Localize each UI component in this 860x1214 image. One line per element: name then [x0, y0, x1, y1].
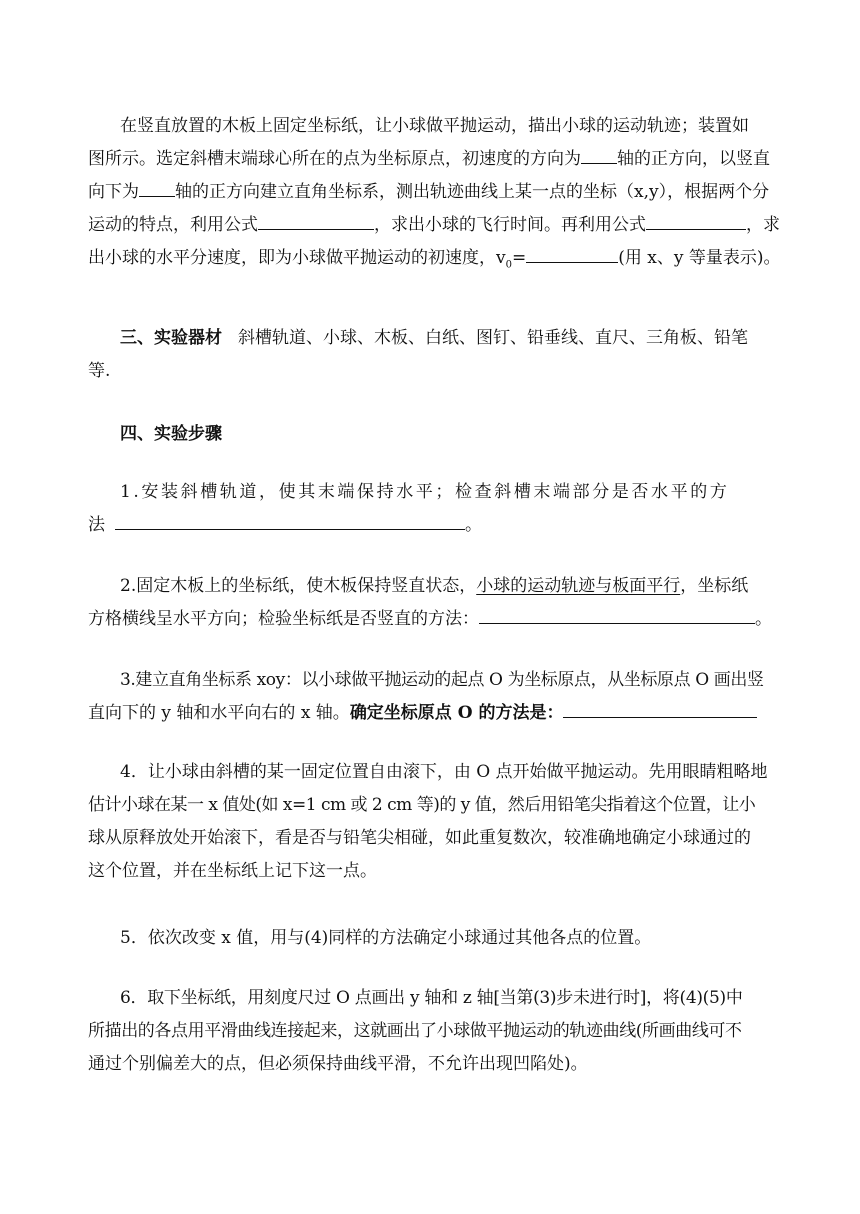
step-6 — [88, 982, 788, 1081]
intro-line-3-text-b: 轴的正方向建立直角坐标系，测出轨迹曲线上某一点的坐标（x,y），根据两个分 — [175, 182, 770, 202]
equipment-line-1 — [88, 322, 788, 355]
intro-line-1: 在竖直放置的木板上固定坐标纸，让小球做平抛运动，描出小球的运动轨迹；装置如 — [120, 116, 749, 136]
step-5-line-1: 5．依次改变 x 值，用与(4)同样的方法确定小球通过其他各点的位置。 — [120, 928, 652, 948]
step-1-line-2-text: 法 — [88, 515, 105, 535]
steps-heading: 四、实验步骤 — [120, 424, 222, 444]
section-steps — [88, 418, 788, 451]
equipment-list: 斜槽轨道、小球、木板、白纸、图钉、铅垂线、直尺、三角板、铅笔 — [238, 328, 748, 348]
intro-line-5 — [88, 242, 788, 281]
intro-line-4 — [88, 209, 788, 242]
intro-line-2-text-a: 图所示。选定斜槽末端球心所在的点为坐标原点，初速度的方向为 — [88, 149, 581, 169]
intro-line-5-equals: = — [511, 248, 527, 268]
step-3-line-2 — [88, 697, 788, 730]
blank-time-formula — [258, 213, 374, 230]
step-2 — [88, 570, 788, 636]
step-1 — [88, 476, 788, 542]
intro-line-2-text-b: 轴的正方向，以竖直 — [617, 149, 770, 169]
blank-initial-velocity — [526, 246, 618, 263]
step-3 — [88, 664, 788, 730]
step-4-line-3: 球从原释放处开始滚下，看是否与铅笔尖相碰，如此重复数次，较准确地确定小球通过的 — [88, 828, 751, 848]
blank-velocity-formula — [646, 213, 746, 230]
step-6-line-2: 所描出的各点用平滑曲线连接起来，这就画出了小球做平抛运动的轨迹曲线(所画曲线可不 — [88, 1021, 742, 1041]
step-4 — [88, 756, 788, 888]
v0-subscript: 0 — [505, 259, 512, 271]
intro-line-3-text-a: 向下为 — [88, 182, 139, 202]
step-2-underlined-text: 小球的运动轨迹与板面平行 — [476, 576, 681, 596]
step-2-line-2-end: 。 — [755, 609, 772, 629]
blank-check-vertical-method — [479, 607, 755, 624]
step-3-line-1: 3.建立直角坐标系 xoy：以小球做平抛运动的起点 O 为坐标原点，从坐标原点 O 画出竖 — [120, 670, 764, 690]
step-6-line-1: 6．取下坐标纸，用刻度尺过 O 点画出 y 轴和 z 轴[当第(3)步未进行时]，将(4)(5)中 — [120, 988, 743, 1008]
equipment-heading: 三、实验器材 — [120, 328, 222, 348]
intro-line-4-text-b: ，求出小球的飞行时间。再利用公式 — [374, 215, 646, 235]
intro-line-4-text-a: 运动的特点，利用公式 — [88, 215, 258, 235]
step-3-line-2-text: 直向下的 y 轴和水平向右的 x 轴。 — [88, 703, 350, 723]
step-3-bold-question: 确定坐标原点 O 的方法是： — [349, 703, 564, 723]
intro-line-5-text-a: 出小球的水平分速度，即为小球做平抛运动的初速度，v — [88, 248, 506, 268]
step-2-line-1-text-b: ，坐标纸 — [680, 576, 749, 596]
blank-initial-velocity-axis — [581, 147, 617, 164]
step-2-line-1 — [88, 570, 788, 603]
step-1-line-1: 1.安装斜槽轨道，使其末端保持水平；检查斜槽末端部分是否水平的方 — [120, 482, 730, 502]
step-4-line-4: 这个位置，并在坐标纸上记下这一点。 — [88, 861, 377, 881]
blank-vertical-axis — [139, 180, 175, 197]
step-1-line-2 — [88, 509, 788, 542]
step-2-line-2-text: 方格横线呈水平方向；检验坐标纸是否竖直的方法： — [88, 609, 479, 629]
equipment-line-2: 等. — [88, 361, 111, 381]
intro-line-3 — [88, 176, 788, 209]
step-5 — [88, 922, 788, 955]
blank-check-horizontal-method — [115, 513, 465, 530]
step-2-line-1-text-a: 2.固定木板上的坐标纸，使木板保持竖直状态， — [120, 576, 477, 596]
section-equipment — [88, 322, 788, 388]
intro-line-2 — [88, 143, 788, 176]
blank-origin-method — [563, 701, 757, 718]
step-6-line-3: 通过个别偏差大的点，但必须保持曲线平滑，不允许出现凹陷处)。 — [88, 1054, 588, 1074]
step-4-line-2: 估计小球在某一 x 值处(如 x=1 cm 或 2 cm 等)的 y 值，然后用铅笔尖指着这个位置，让小 — [88, 795, 756, 815]
step-4-line-1: 4．让小球由斜槽的某一固定位置自由滚下，由 O 点开始做平抛运动。先用眼睛粗略地 — [120, 762, 768, 782]
intro-line-5-text-c: (用 x、y 等量表示)。 — [618, 248, 781, 268]
step-1-line-2-end: 。 — [465, 515, 482, 535]
intro-line-4-text-c: ，求 — [746, 215, 780, 235]
intro-paragraph — [88, 110, 788, 281]
step-2-line-2 — [88, 603, 788, 636]
